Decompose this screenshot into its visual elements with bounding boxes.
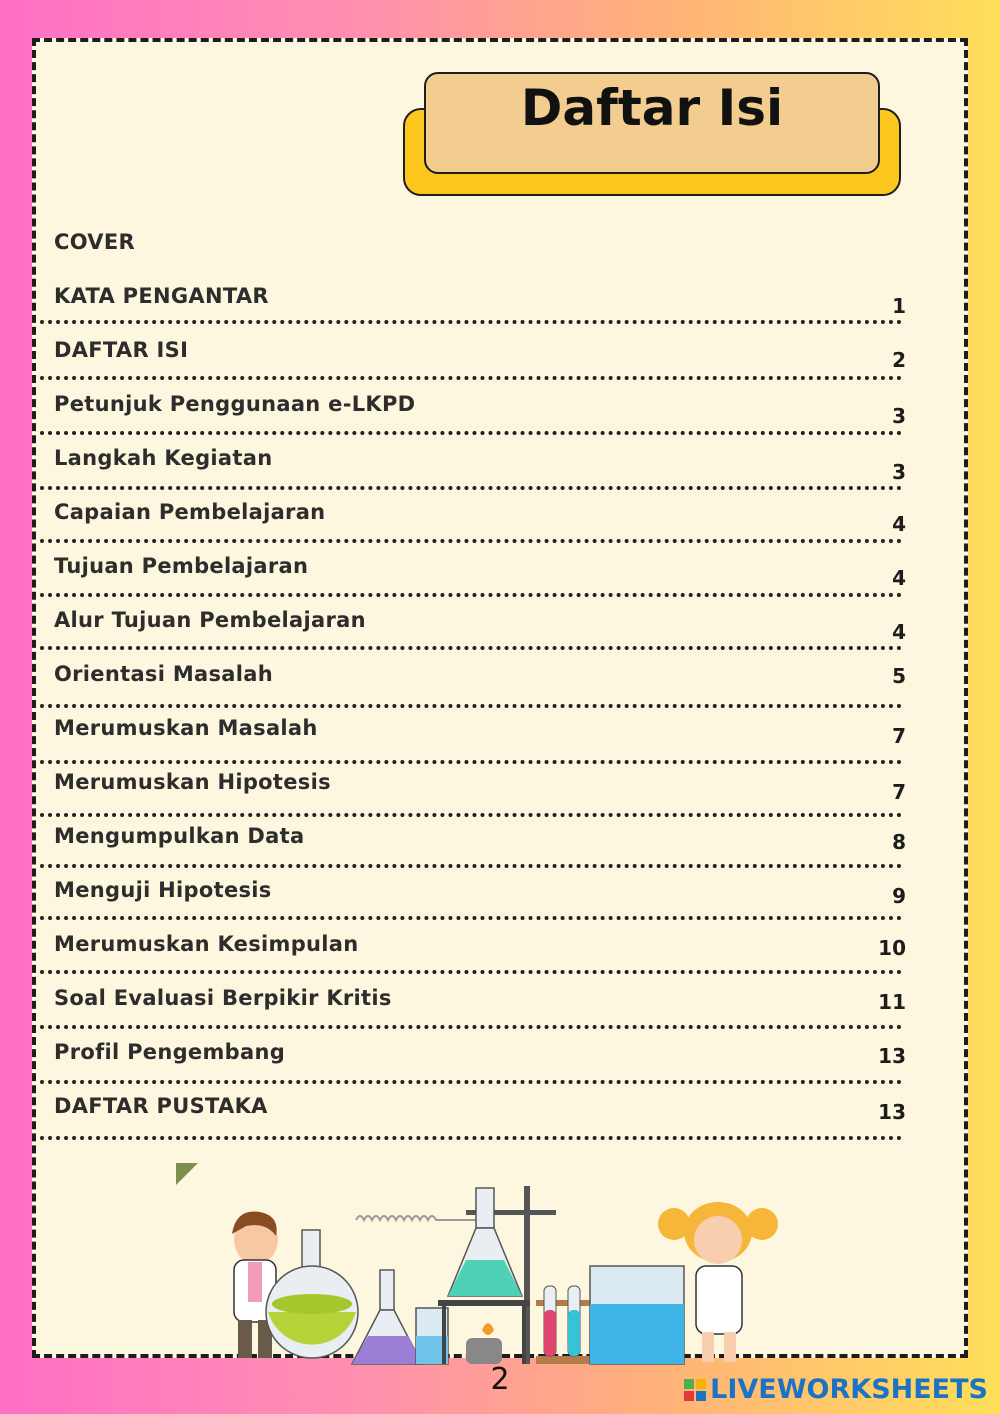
toc-dotted-leader	[40, 376, 902, 380]
toc-dotted-leader	[40, 320, 902, 324]
toc-entry-page: 4	[892, 512, 906, 536]
toc-entry-page: 1	[892, 294, 906, 318]
toc-dotted-leader	[40, 431, 902, 435]
toc-dotted-leader	[40, 593, 902, 597]
scientist-boy-illustration	[232, 1211, 278, 1358]
toc-entry-label: Alur Tujuan Pembelajaran	[54, 608, 366, 632]
toc-entry-label: Langkah Kegiatan	[54, 446, 273, 470]
toc-entry-label: KATA PENGANTAR	[54, 284, 269, 308]
toc-entry-page: 7	[892, 724, 906, 748]
toc-dotted-leader	[40, 916, 902, 920]
toc-entry-label: Tujuan Pembelajaran	[54, 554, 309, 578]
toc-entry-page: 4	[892, 620, 906, 644]
ring-stand-illustration	[438, 1186, 556, 1364]
play-triangle-icon	[176, 1163, 198, 1185]
page-title: Daftar Isi	[520, 79, 784, 137]
toc-entry-page: 9	[892, 884, 906, 908]
toc-entry-label: COVER	[54, 230, 135, 254]
toc-dotted-leader	[40, 1025, 902, 1029]
toc-dotted-leader	[40, 1080, 902, 1084]
toc-entry-label: Petunjuk Penggunaan e-LKPD	[54, 392, 416, 416]
toc-entry-label: Menguji Hipotesis	[54, 878, 272, 902]
toc-dotted-leader	[40, 864, 902, 868]
toc-entry-page: 11	[878, 990, 906, 1014]
toc-dotted-leader	[40, 539, 902, 543]
conical-flask-purple-illustration	[352, 1270, 422, 1364]
toc-dotted-leader	[40, 486, 902, 490]
toc-dotted-leader	[40, 704, 902, 708]
toc-entry-label: DAFTAR PUSTAKA	[54, 1094, 268, 1118]
page-number: 2	[490, 1362, 510, 1397]
toc-entry-page: 2	[892, 348, 906, 372]
toc-entry-page: 5	[892, 664, 906, 688]
toc-dotted-leader	[40, 760, 902, 764]
liveworksheets-logo-icon	[684, 1379, 706, 1401]
toc-entry-page: 13	[878, 1100, 906, 1124]
toc-entry-page: 7	[892, 780, 906, 804]
toc-entry-label: DAFTAR ISI	[54, 338, 189, 362]
round-flask-illustration	[266, 1230, 358, 1358]
condenser-coil-illustration	[356, 1216, 476, 1220]
brand-watermark	[684, 1374, 988, 1405]
toc-entry-page: 4	[892, 566, 906, 590]
toc-entry-label: Profil Pengembang	[54, 1040, 286, 1064]
toc-dotted-leader	[40, 813, 902, 817]
toc-entry-label: Mengumpulkan Data	[54, 824, 305, 848]
toc-entry-page: 13	[878, 1044, 906, 1068]
toc-dotted-leader	[40, 970, 902, 974]
toc-dotted-leader	[40, 1136, 902, 1140]
toc-entry-label: Soal Evaluasi Berpikir Kritis	[54, 986, 392, 1010]
toc-entry-page: 10	[878, 936, 906, 960]
toc-entry-page: 3	[892, 460, 906, 484]
toc-entry-label: Merumuskan Kesimpulan	[54, 932, 359, 956]
toc-entry-label: Merumuskan Masalah	[54, 716, 318, 740]
toc-entry-page: 3	[892, 404, 906, 428]
toc-dotted-leader	[40, 646, 902, 650]
lab-illustration	[176, 1160, 796, 1370]
toc-entry-page: 8	[892, 830, 906, 854]
toc-entry-label: Capaian Pembelajaran	[54, 500, 326, 524]
toc-entry-label: Merumuskan Hipotesis	[54, 770, 331, 794]
brand-text: LIVEWORKSHEETS	[710, 1374, 988, 1405]
toc-entry-label: Orientasi Masalah	[54, 662, 273, 686]
